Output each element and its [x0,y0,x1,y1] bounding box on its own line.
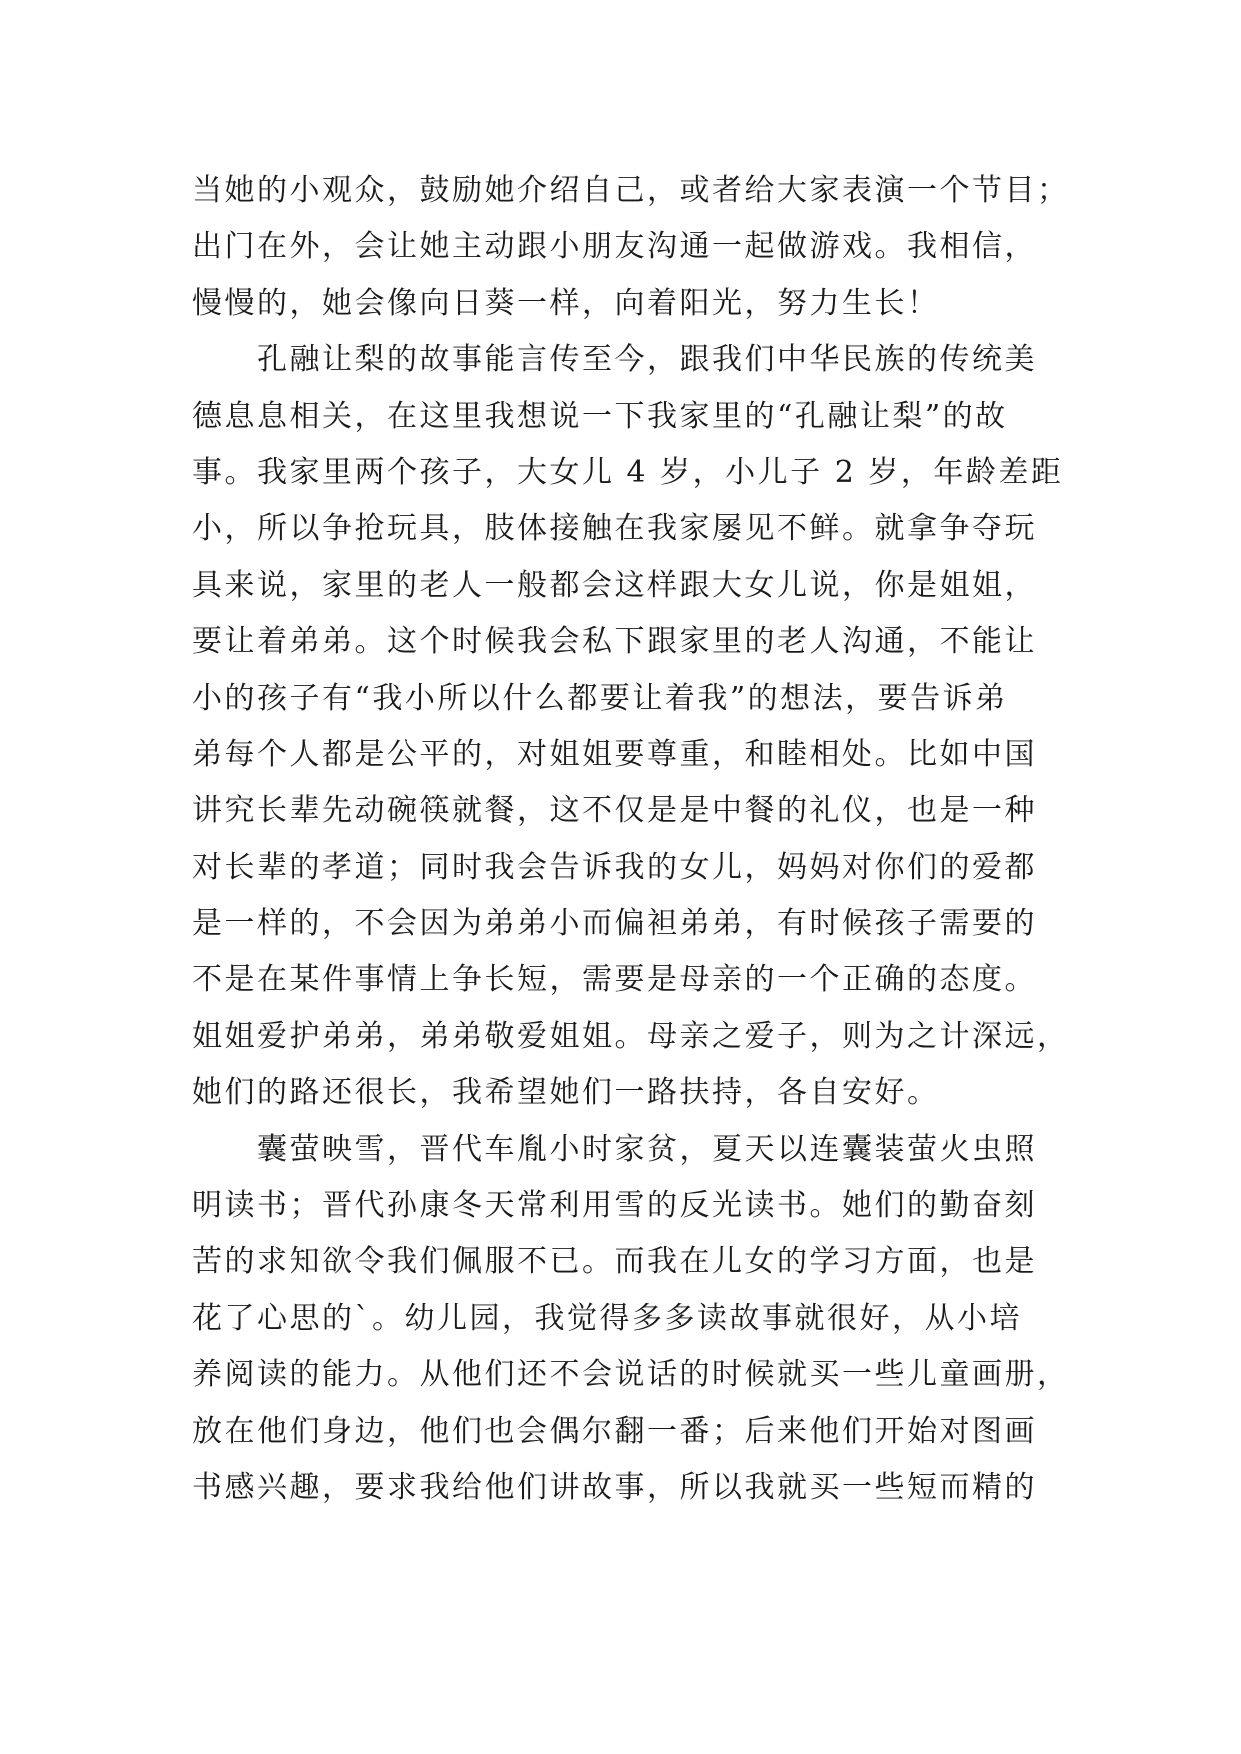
text-line: 花了心思的`。幼儿园，我觉得多多读故事就很好，从小培 [192,1300,1022,1336]
text-line: 不是在某件事情上争长短，需要是母亲的一个正确的态度。 [192,962,1037,998]
text-line: 姐姐爱护弟弟，弟弟敬爱姐姐。母亲之爱子，则为之计深远， [192,1018,1070,1054]
text-line: 明读书；晋代孙康冬天常利用雪的反光读书。她们的勤奋刻 [192,1188,1037,1224]
text-line: 小，所以争抢玩具，肢体接触在我家屡见不鲜。就拿争夺玩 [192,511,1037,547]
text-line: 弟每个人都是公平的，对姐姐要尊重，和睦相处。比如中国 [192,736,1037,772]
text-line: 苦的求知欲令我们佩服不已。而我在儿女的学习方面，也是 [192,1244,1037,1280]
text-line: 出门在外，会让她主动跟小朋友沟通一起做游戏。我相信， [192,229,1037,265]
text-line: 德息息相关，在这里我想说一下我家里的“孔融让梨”的故 [192,398,1008,434]
paragraph-start-line: 孔融让梨的故事能言传至今，跟我们中华民族的传统美 [192,342,1037,378]
text-line: 是一样的，不会因为弟弟小而偏袒弟弟，有时候孩子需要的 [192,906,1037,942]
text-line: 养阅读的能力。从他们还不会说话的时候就买一些儿童画册， [192,1357,1070,1393]
text-line: 具来说，家里的老人一般都会这样跟大女儿说，你是姐姐， [192,567,1037,603]
text-line: 小的孩子有“我小所以什么都要让着我”的想法，要告诉弟 [192,680,1008,716]
document-body [192,163,1072,1516]
text-line: 书感兴趣，要求我给他们讲故事，所以我就买一些短而精的 [192,1469,1037,1505]
text-line: 慢慢的，她会像向日葵一样，向着阳光，努力生长！ [192,285,940,321]
text-line: 事。我家里两个孩子，大女儿 4 岁，小儿子 2 岁，年龄差距 [192,454,1064,490]
text-line: 对长辈的孝道；同时我会告诉我的女儿，妈妈对你们的爱都 [192,849,1037,885]
text-line: 当她的小观众，鼓励她介绍自己，或者给大家表演一个节目； [192,173,1070,208]
text-line: 讲究长辈先动碗筷就餐，这不仅是是中餐的礼仪，也是一种 [192,793,1037,829]
text-line: 她们的路还很长，我希望她们一路扶持，各自安好。 [192,1075,940,1111]
text-line: 放在他们身边，他们也会偶尔翻一番；后来他们开始对图画 [192,1413,1037,1449]
text-line: 要让着弟弟。这个时候我会私下跟家里的老人沟通，不能让 [192,624,1037,660]
paragraph-start-line: 囊萤映雪，晋代车胤小时家贫，夏天以连囊装萤火虫照 [192,1131,1037,1167]
